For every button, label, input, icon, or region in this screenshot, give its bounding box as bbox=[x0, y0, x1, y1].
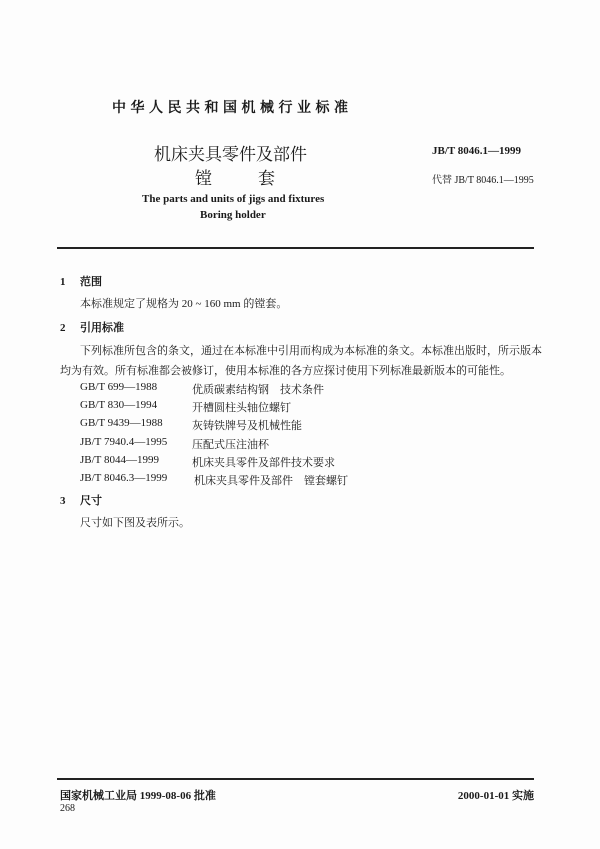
section-2-body-line1: 下列标准所包含的条文，通过在本标准中引用而构成为本标准的条文。本标准出版时，所示版本 bbox=[80, 345, 542, 357]
title-en: The parts and units of jigs and fixtures bbox=[142, 193, 325, 205]
reference-title: 优质碳素结构钢 技术条件 bbox=[192, 384, 324, 396]
page-number: 268 bbox=[60, 803, 75, 814]
approval-info: 国家机械工业局 1999-08-06 批准 bbox=[60, 790, 216, 802]
title-cn-subject-b: 套 bbox=[258, 169, 275, 189]
replaces-standard: 代替 JB/T 8046.1—1995 bbox=[432, 175, 534, 186]
title-cn-subject bbox=[195, 164, 275, 189]
section-3-heading bbox=[60, 492, 102, 508]
reference-code: JB/T 7940.4—1995 bbox=[80, 436, 168, 448]
reference-code: JB/T 8044—1999 bbox=[80, 454, 159, 466]
section-3-body: 尺寸如下图及表所示。 bbox=[80, 517, 190, 529]
reference-title: 灰铸铁牌号及机械性能 bbox=[192, 420, 302, 432]
title-cn-subject-a: 镗 bbox=[195, 169, 212, 189]
section-1-body: 本标准规定了规格为 20 ~ 160 mm 的镗套。 bbox=[80, 298, 288, 310]
section-number: 3 bbox=[60, 495, 66, 507]
issuer-title: 中华人民共和国机械行业标准 bbox=[112, 100, 353, 116]
section-1-heading bbox=[60, 273, 102, 289]
section-number: 2 bbox=[60, 322, 66, 334]
title-en-subject: Boring holder bbox=[200, 209, 266, 221]
reference-title: 机床夹具零件及部件 镗套螺钉 bbox=[194, 475, 348, 487]
section-2-heading bbox=[60, 319, 124, 335]
bottom-divider bbox=[57, 778, 534, 780]
reference-code: GB/T 699—1988 bbox=[80, 381, 158, 393]
section-number: 1 bbox=[60, 276, 66, 288]
reference-code: GB/T 9439—1988 bbox=[80, 417, 163, 429]
section-title: 引用标准 bbox=[80, 322, 124, 334]
section-2-body-line2: 均为有效。所有标准都会被修订，使用本标准的各方应探讨使用下列标准最新版本的可能性。 bbox=[60, 365, 511, 377]
reference-title: 开槽圆柱头轴位螺钉 bbox=[192, 402, 291, 414]
standard-number: JB/T 8046.1—1999 bbox=[432, 145, 522, 157]
title-cn: 机床夹具零件及部件 bbox=[154, 145, 307, 165]
section-title: 范围 bbox=[80, 276, 102, 288]
top-divider bbox=[57, 247, 534, 249]
reference-code: JB/T 8046.3—1999 bbox=[80, 472, 168, 484]
reference-title: 机床夹具零件及部件技术要求 bbox=[192, 457, 335, 469]
effective-date: 2000-01-01 实施 bbox=[457, 790, 534, 802]
reference-code: GB/T 830—1994 bbox=[80, 399, 158, 411]
reference-title: 压配式压注油杯 bbox=[192, 439, 269, 451]
section-title: 尺寸 bbox=[80, 495, 102, 507]
